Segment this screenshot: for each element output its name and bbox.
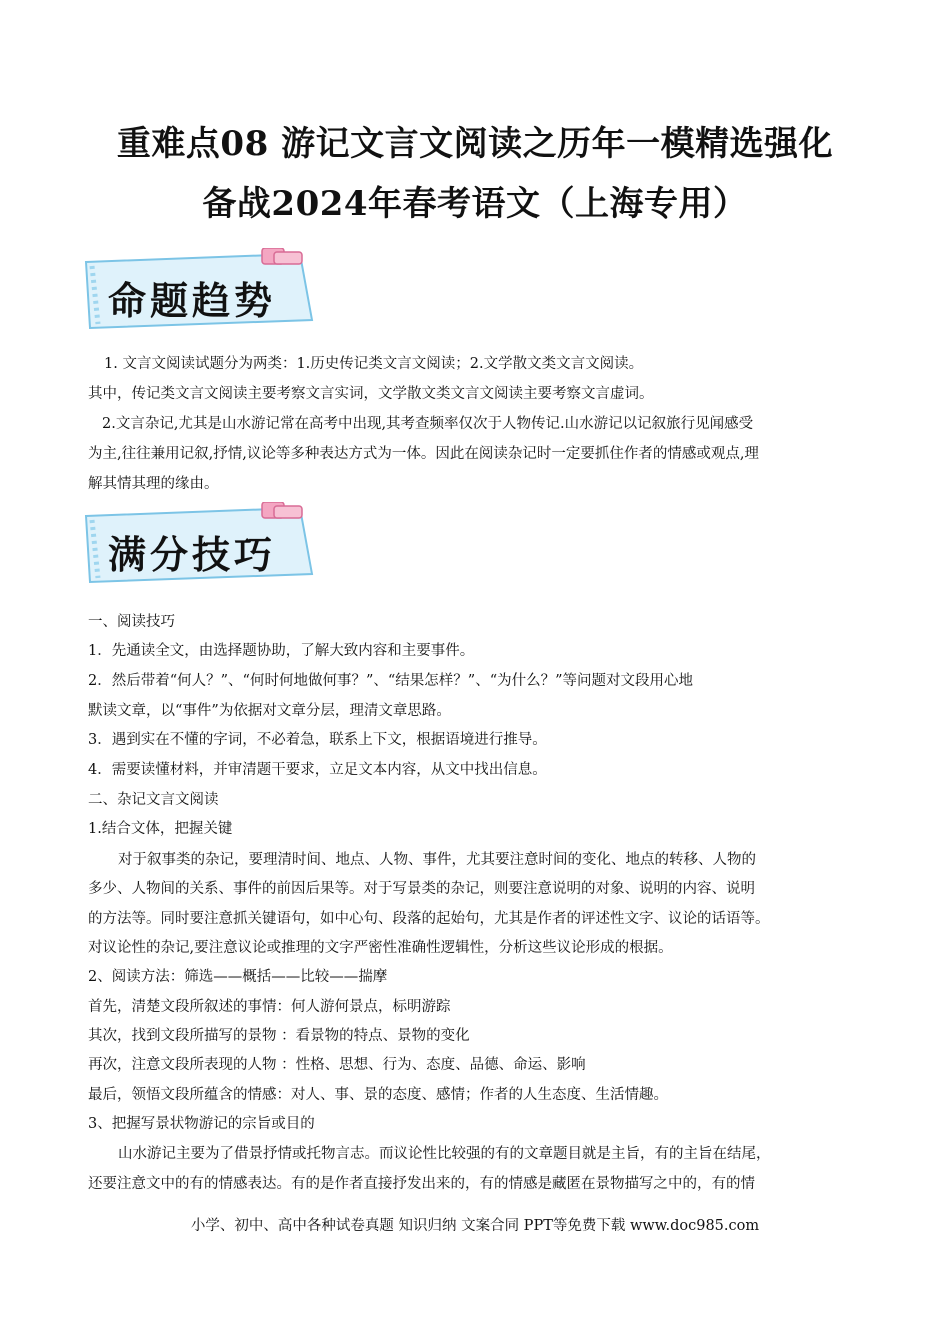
paragraph-line: 对于叙事类的杂记，要理清时间、地点、人物、事件，尤其要注意时间的变化、地点的转移、人物的 — [118, 852, 756, 868]
section-label-trend — [78, 248, 318, 338]
paragraph-line: 2.文言杂记,尤其是山水游记常在高考中出现,其考查频率仅次于人物传记.山水游记以记叙旅行见闻感受 — [102, 416, 754, 432]
paragraph-line: 1. 文言文阅读试题分为两类：1.历史传记类文言文阅读；2.文学散文类文言文阅读。 — [104, 356, 644, 372]
paragraph-line: 2、阅读方法：筛选——概括——比较——揣摩 — [88, 969, 388, 985]
paragraph-line: 山水游记主要为了借景抒情或托物言志。而议论性比较强的有的文章题目就是主旨，有的主旨在结尾， — [118, 1146, 771, 1162]
paragraph-line: 2．然后带着“何人？”、“何时何地做何事？”、“结果怎样？”、“为什么？”等问题对文段用心地 — [88, 673, 694, 689]
page-footer: 小学、初中、高中各种试卷真题 知识归纳 文案合同 PPT等免费下载 www.doc985.com — [190, 1218, 760, 1234]
paragraph-line: 的方法等。同时要注意抓关键语句，如中心句、段落的起始句，尤其是作者的评述性文字、议论的话语等。 — [88, 911, 770, 927]
paragraph-line: 1.结合文体，把握关键 — [88, 821, 233, 837]
paragraph-line: 最后，领悟文段所蕴含的情感：对人、事、景的态度、感情；作者的人生态度、生活情趣。 — [88, 1087, 668, 1103]
paragraph-line: 4．需要读懂材料，并审清题干要求，立足文本内容，从文中找出信息。 — [88, 762, 547, 778]
paragraph-line: 再次，注意文段所表现的人物 ：性格、思想、行为、态度、品德、命运、影响 — [88, 1057, 586, 1073]
paragraph-line: 3．遇到实在不懂的字词，不必着急，联系上下文，根据语境进行推导。 — [88, 732, 547, 748]
paragraph-line: 多少、人物间的关系、事件的前因后果等。对于写景类的杂记，则要注意说明的对象、说明的内容、说明 — [88, 881, 755, 897]
paragraph-line: 3、把握写景状物游记的宗旨或目的 — [88, 1116, 315, 1132]
section-label-skills — [78, 502, 318, 592]
paragraph-line: 对议论性的杂记,要注意议论或推理的文字严密性准确性逻辑性，分析这些议论形成的根据。 — [88, 940, 673, 956]
section-label-text: 命题趋势 — [108, 279, 277, 323]
paragraph-line: 解其情其理的缘由。 — [88, 476, 219, 492]
paragraph-line: 其中，传记类文言文阅读主要考察文言实词，文学散文类文言文阅读主要考察文言虚词。 — [88, 386, 654, 402]
paragraph-line: 其次，找到文段所描写的景物 ：看景物的特点、景物的变化 — [88, 1028, 470, 1044]
paragraph-line: 1．先通读全文，由选择题协助，了解大致内容和主要事件。 — [88, 643, 475, 659]
page-subtitle: 备战2024年春考语文（上海专用） — [202, 184, 748, 224]
paragraph-line: 默读文章，以“事件”为依据对文章分层，理清文章思路。 — [88, 703, 451, 719]
paragraph-line: 为主,往往兼用记叙,抒情,议论等多种表达方式为一体。因此在阅读杂记时一定要抓住作者的情感或观点,理 — [88, 446, 759, 462]
section-label-text: 满分技巧 — [108, 533, 277, 577]
paragraph-line: 一、阅读技巧 — [88, 614, 175, 630]
paragraph-line: 二、杂记文言文阅读 — [88, 792, 219, 808]
page-title: 重难点08 游记文言文阅读之历年一模精选强化 — [116, 124, 834, 164]
paragraph-line: 还要注意文中的有的情感表达。有的是作者直接抒发出来的，有的情感是藏匿在景物描写之中的，有的情 — [88, 1176, 755, 1192]
paragraph-line: 首先，清楚文段所叙述的事情：何人游何景点，标明游踪 — [88, 999, 451, 1015]
